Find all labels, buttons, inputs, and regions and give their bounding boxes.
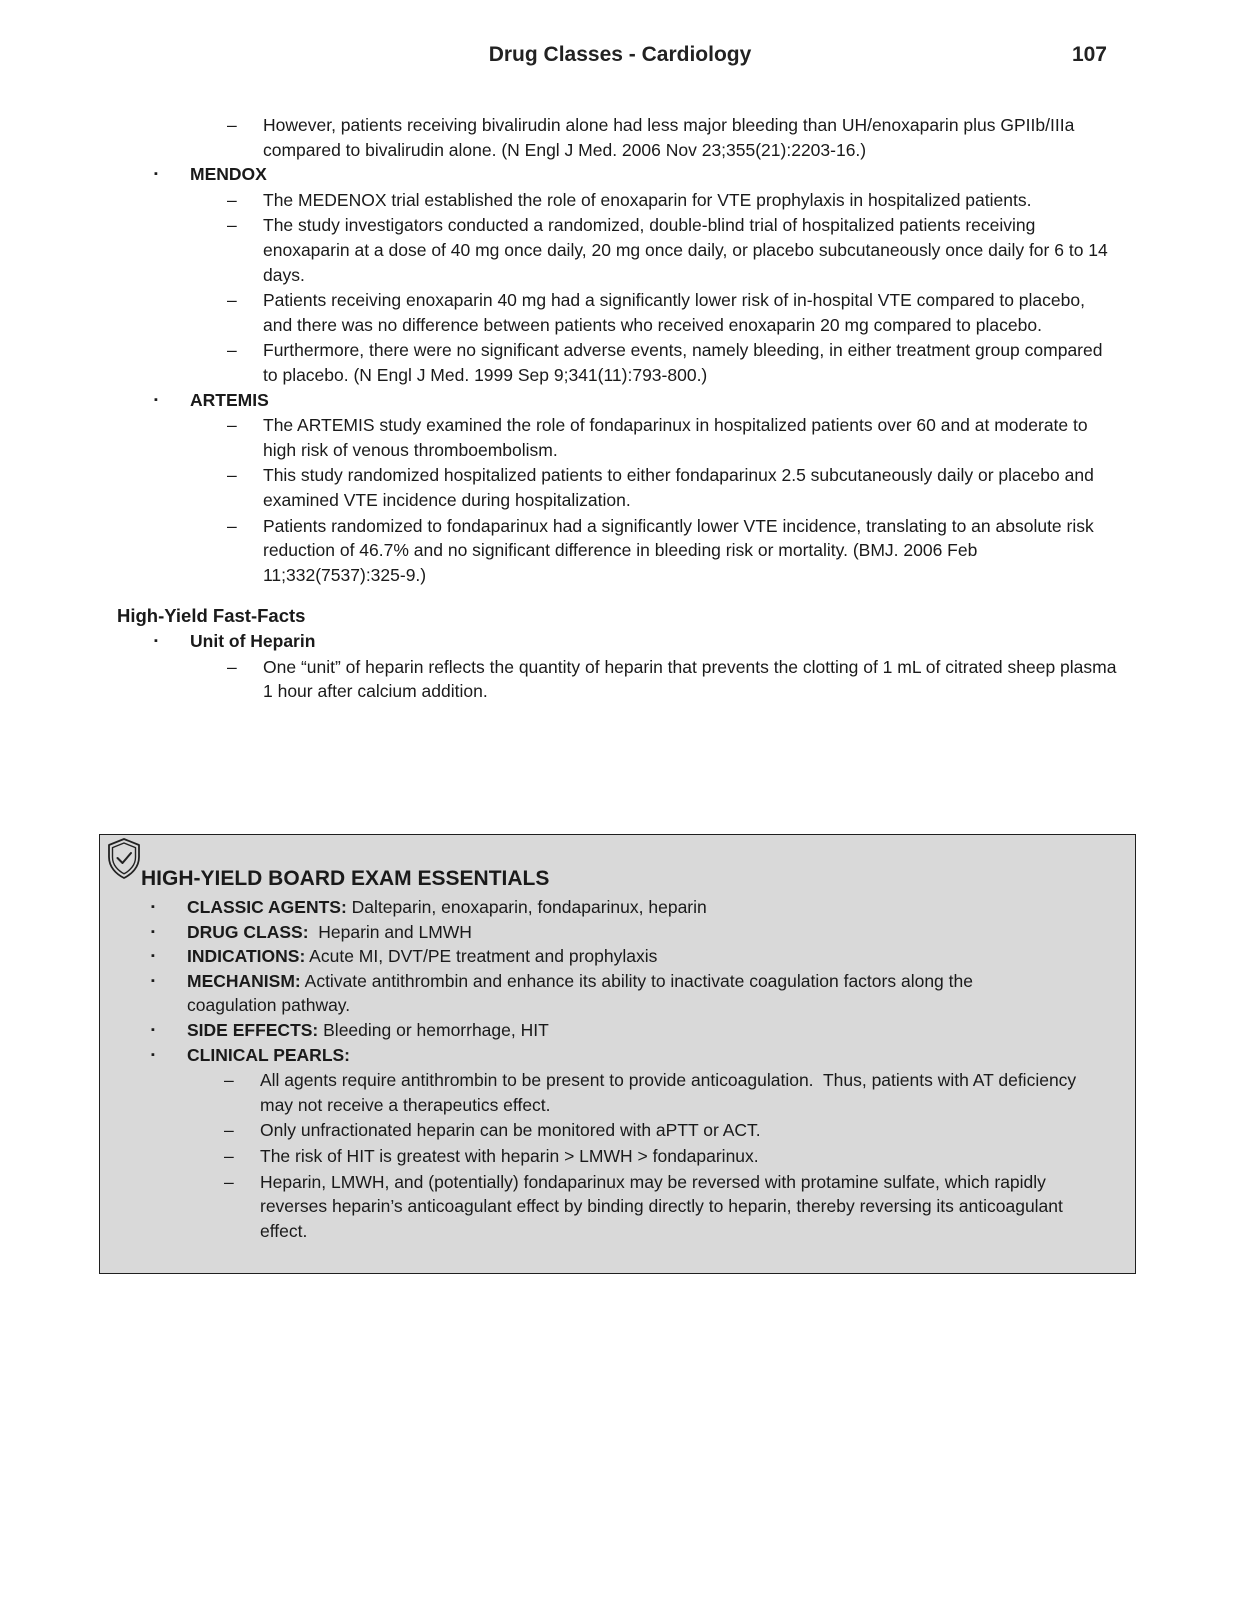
list-item-text: The study investigators conducted a randomized, double-blind trial of hospitalized patients receiving enoxaparin at a dose of 40 mg once daily, 20 mg once daily, or placebo subcutaneously once daily for 6 to 14 days. (263, 215, 1108, 285)
essentials-entry (100, 944, 1137, 969)
trial-mendox (0, 162, 1240, 387)
list-item-text: The MEDENOX trial established the role of enoxaparin for VTE prophylaxis in hospitalized patients. (263, 189, 1032, 210)
list-item-text: One “unit” of heparin reflects the quantity of heparin that prevents the clotting of 1 mL of citrated sheep plasma 1 hour after calcium addition. (263, 656, 1117, 702)
entry-label: CLINICAL PEARLS: (187, 1044, 351, 1065)
entry-label: SIDE EFFECTS: (187, 1019, 319, 1040)
square-bullet-icon: ▪ (154, 635, 158, 648)
entry-label: CLASSIC AGENTS: (187, 897, 347, 917)
list-item (0, 413, 1240, 462)
essentials-list (100, 895, 1137, 1243)
pearl-text: All agents require antithrombin to be present to provide anticoagulation. Thus, patients with AT deficiency may not receive a therapeutics effect. (260, 1070, 1082, 1115)
trial-artemis (0, 388, 1240, 588)
trial-heading (0, 388, 1240, 413)
entry-label: MECHANISM: (187, 970, 301, 991)
page-content (0, 112, 1240, 704)
list-item-text: Patients randomized to fondaparinux had a significantly lower VTE incidence, translating to an absolute risk reduction of 46.7% and no significant difference in bleeding risk or mortality. (BMJ. 2006 Feb 11;332(7537):325-9.) (263, 515, 1094, 585)
dash-marker: – (227, 656, 237, 677)
clinical-pearl (100, 1144, 1137, 1169)
list-item-text: However, patients receiving bivalirudin alone had less major bleeding than UH/enoxaparin plus GPIIb/IIIa compared to bivalirudin alone. (N Engl J Med. 2006 Nov 23;355(21):2203-16.) (263, 115, 1075, 160)
list-item (0, 655, 1240, 704)
essentials-heading: HIGH-YIELD BOARD EXAM ESSENTIALS (141, 867, 550, 890)
board-exam-essentials-box (99, 834, 1136, 1274)
square-bullet-icon: ▪ (151, 925, 155, 938)
clinical-pearl (100, 1068, 1137, 1117)
dash-marker: – (224, 1070, 234, 1091)
dash-marker: – (227, 189, 237, 210)
essentials-entry (100, 969, 1137, 1018)
essentials-entry (100, 1018, 1137, 1043)
dash-marker: – (227, 115, 237, 135)
list-item (0, 188, 1240, 213)
list-item (0, 113, 1240, 162)
entry-label: INDICATIONS: (187, 946, 306, 967)
list-item-text: Patients receiving enoxaparin 40 mg had a significantly lower risk of in-hospital VTE compared to placebo, and there was no difference between patients who received enoxaparin 20 mg compared to placebo. (263, 290, 1085, 335)
entry-text: Activate antithrombin and enhance its ability to inactivate coagulation factors along the coagulation pathway. (187, 970, 973, 1016)
dash-marker: – (224, 1120, 234, 1141)
square-bullet-icon: ▪ (154, 393, 158, 406)
square-bullet-icon: ▪ (151, 950, 155, 963)
trial-heading (0, 162, 1240, 187)
entry-text: Bleeding or hemorrhage, HIT (318, 1019, 549, 1040)
clinical-pearl (100, 1170, 1137, 1244)
list-item (0, 514, 1240, 588)
entry-label: DRUG CLASS: (187, 921, 309, 942)
square-bullet-icon: ▪ (151, 1048, 155, 1061)
list-item-text: The ARTEMIS study examined the role of fondaparinux in hospitalized patients over 60 and at moderate to high risk of venous thromboembolism. (263, 415, 1088, 460)
entry-text: Dalteparin, enoxaparin, fondaparinux, heparin (346, 897, 707, 917)
list-item (0, 338, 1240, 387)
essentials-entry (100, 895, 1137, 920)
continuation-block (0, 113, 1240, 162)
page-number: 107 (1071, 43, 1107, 66)
fast-facts-heading: High-Yield Fast-Facts (117, 605, 306, 627)
shield-check-icon (106, 837, 142, 881)
square-bullet-icon: ▪ (154, 168, 158, 181)
dash-marker: – (227, 290, 237, 311)
page-title: Drug Classes - Cardiology (488, 43, 752, 66)
pearl-text: Heparin, LMWH, and (potentially) fondaparinux may be reversed with protamine sulfate, which rapidly reverses heparin’s anticoagulant effect by binding directly to heparin, thereby reversing its anticoagulant effect. (260, 1171, 1063, 1241)
list-item-text: Furthermore, there were no significant adverse events, namely bleeding, in either treatment group compared to placebo. (N Engl J Med. 1999 Sep 9;341(11):793-800.) (263, 340, 1103, 385)
dash-marker: – (224, 1171, 234, 1192)
list-item (0, 288, 1240, 337)
dash-marker: – (227, 215, 237, 236)
dash-marker: – (227, 515, 237, 536)
pearl-text: The risk of HIT is greatest with heparin > LMWH > fondaparinux. (260, 1145, 759, 1166)
pearl-text: Only unfractionated heparin can be monitored with aPTT or ACT. (260, 1120, 761, 1141)
dash-marker: – (227, 465, 237, 486)
entry-text: Heparin and LMWH (308, 921, 472, 942)
essentials-entry (100, 920, 1137, 945)
dash-marker: – (227, 340, 237, 361)
list-item (0, 213, 1240, 287)
square-bullet-icon: ▪ (151, 1023, 155, 1036)
essentials-entry (100, 1043, 1137, 1068)
dash-marker: – (224, 1145, 234, 1166)
list-item (0, 463, 1240, 512)
fast-facts-topic (0, 629, 1240, 654)
list-item-text: This study randomized hospitalized patients to either fondaparinux 2.5 subcutaneously daily or placebo and examined VTE incidence during hospitalization. (263, 465, 1094, 510)
dash-marker: – (227, 415, 237, 436)
fast-facts-section (0, 629, 1240, 704)
entry-text: Acute MI, DVT/PE treatment and prophylaxis (305, 946, 658, 967)
topic-name: Unit of Heparin (190, 631, 316, 652)
page-header (0, 40, 1240, 72)
square-bullet-icon: ▪ (151, 901, 155, 913)
trial-name: MENDOX (190, 164, 267, 185)
square-bullet-icon: ▪ (151, 974, 155, 987)
clinical-pearl (100, 1118, 1137, 1143)
trial-name: ARTEMIS (190, 389, 269, 410)
